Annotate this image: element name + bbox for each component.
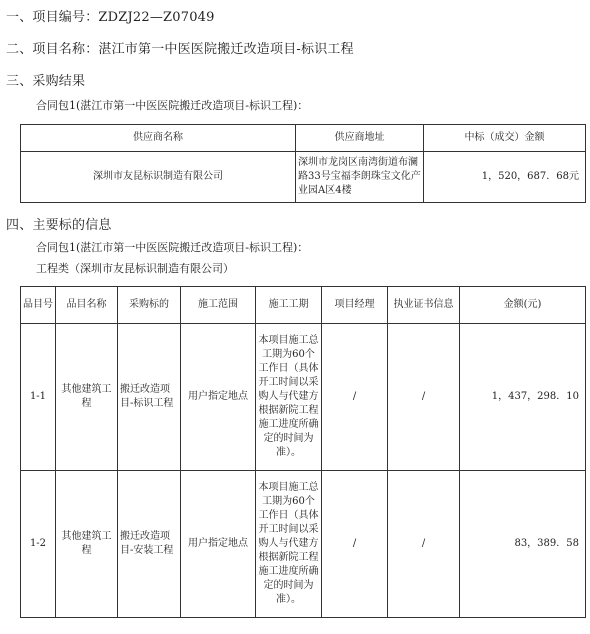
item-amount: 1，437，298．10: [460, 324, 586, 471]
project-number: 一、项目编号：ZDZJ22—Z07049: [6, 10, 215, 25]
item-cert: /: [388, 471, 460, 618]
result-package-label: 合同包1(湛江市第一中医医院搬迁改造项目-标识工程)：: [36, 99, 309, 112]
header-manager: 项目经理: [322, 287, 388, 324]
item-manager: /: [322, 324, 388, 471]
supplier-name: 深圳市友昆标识制造有限公司: [21, 152, 296, 203]
table-row: [21, 152, 586, 203]
item-scope: 用户指定地点: [181, 324, 256, 471]
item-duration: 本项目施工总工期为60个工作日（具体开工时间以采购人与代建方根据新院工程施工进度所确定的时间为准）。: [256, 324, 322, 471]
supplier-address: 深圳市龙岗区南湾街道布澜路33号宝福李朗珠宝文化产业园A区4楼: [296, 152, 424, 203]
item-manager: /: [322, 471, 388, 618]
targets-category-label: 工程类（深圳市友昆标识制造有限公司）: [36, 262, 234, 275]
procurement-result-heading: 三、采购结果: [6, 74, 86, 89]
item-scope: 用户指定地点: [181, 471, 256, 618]
header-item-name: 品目名称: [56, 287, 118, 324]
item-duration: 本项目施工总工期为60个工作日（具体开工时间以采购人与代建方根据新院工程施工进度所确定的时间为准）。: [256, 471, 322, 618]
item-name: 其他建筑工程: [56, 324, 118, 471]
item-subject: 搬迁改造项目-安装工程: [118, 471, 181, 618]
header-item-no: 品目号: [21, 287, 56, 324]
bid-amount: 1，520，687．68元: [424, 152, 586, 203]
header-bid-amount: 中标（成交）金额: [424, 125, 586, 152]
item-cert: /: [388, 324, 460, 471]
item-no: 1-2: [21, 471, 56, 618]
result-table: [20, 124, 586, 203]
header-supplier-name: 供应商名称: [21, 125, 296, 152]
project-name: 二、项目名称：湛江市第一中医医院搬迁改造项目-标识工程: [6, 42, 354, 57]
header-scope: 施工范围: [181, 287, 256, 324]
header-duration: 施工工期: [256, 287, 322, 324]
item-subject: 搬迁改造项目-标识工程: [118, 324, 181, 471]
header-supplier-address: 供应商地址: [296, 125, 424, 152]
table-row: [21, 324, 586, 471]
header-amount: 金额(元): [460, 287, 586, 324]
item-amount: 83，389．58: [460, 471, 586, 618]
header-subject: 采购标的: [118, 287, 181, 324]
item-name: 其他建筑工程: [56, 471, 118, 618]
targets-table: [20, 286, 586, 618]
header-cert: 执业证书信息: [388, 287, 460, 324]
targets-package-label: 合同包1(湛江市第一中医医院搬迁改造项目-标识工程)：: [36, 241, 309, 254]
item-no: 1-1: [21, 324, 56, 471]
table-row: [21, 471, 586, 618]
main-targets-heading: 四、主要标的信息: [6, 218, 112, 233]
